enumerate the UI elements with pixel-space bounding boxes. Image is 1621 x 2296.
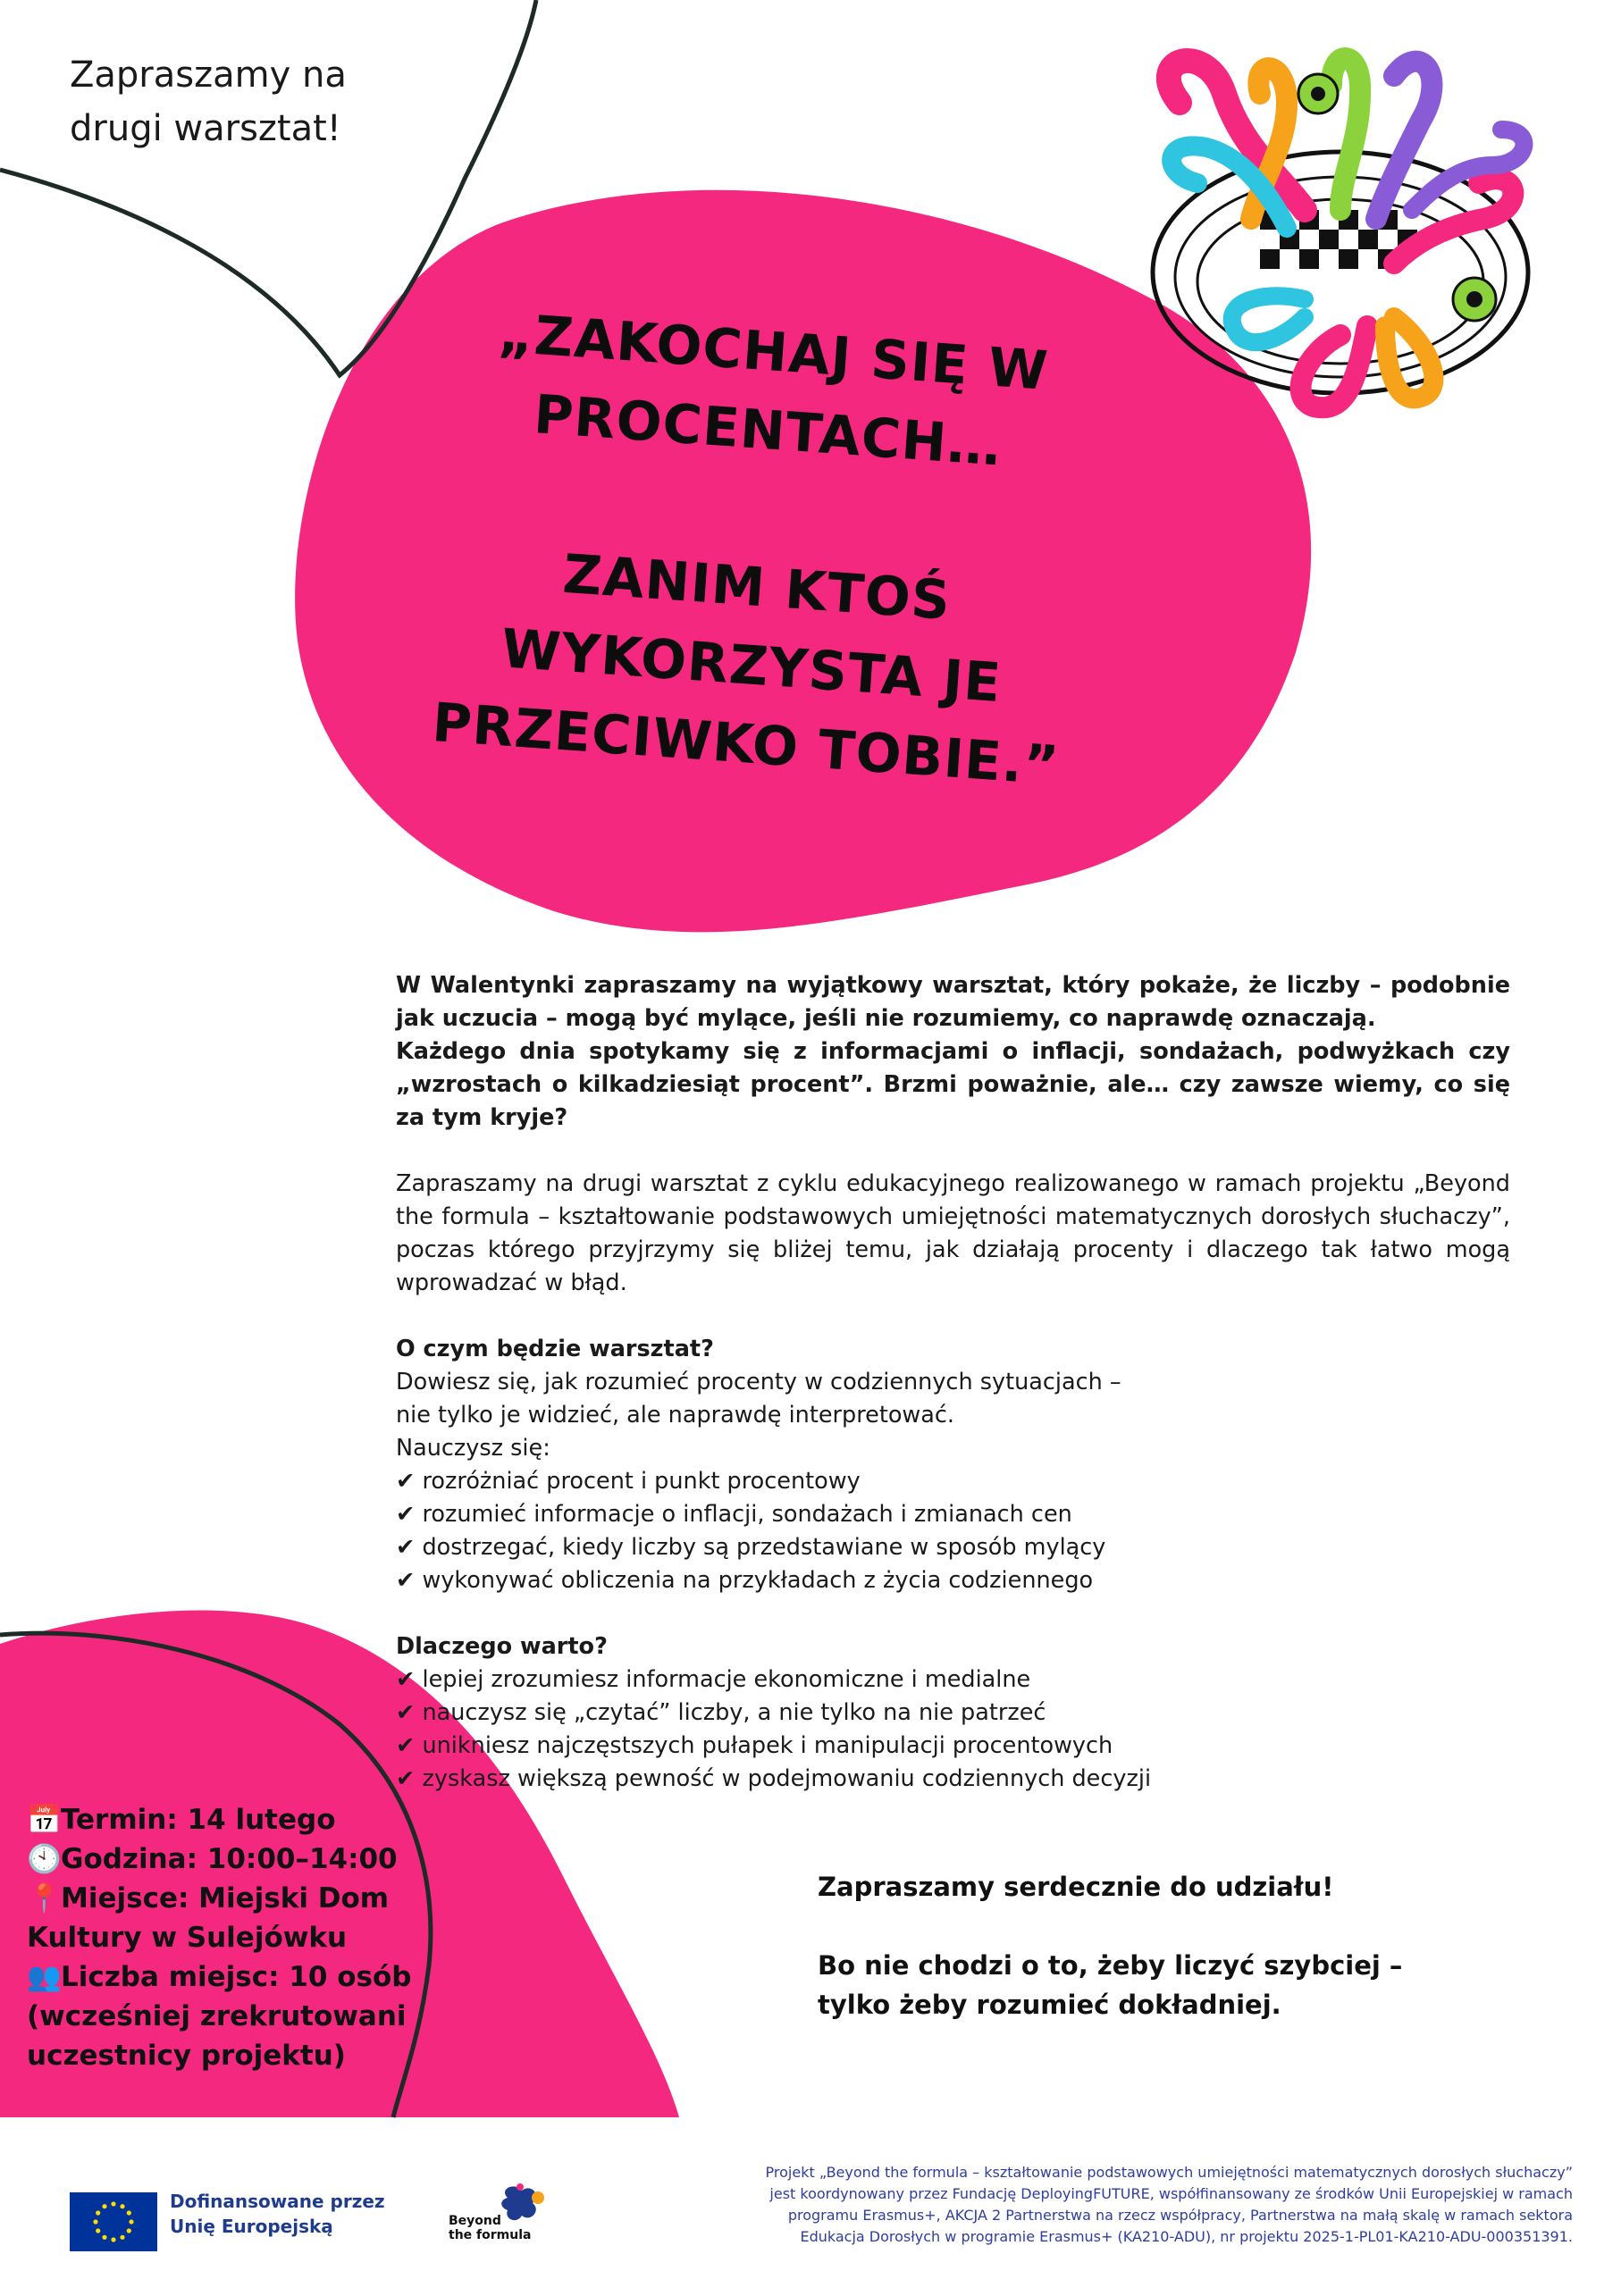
- project-funding-note: [585, 2162, 1573, 2248]
- announcement-line-2: drugi warsztat!: [70, 108, 341, 149]
- headline-line-1: „ZAKOCHAJ SIĘ W: [496, 302, 1051, 403]
- why-item-3: ✔ unikniesz najczęstszych pułapek i manipulacji procentowych: [396, 1730, 1510, 1763]
- headline-line-2: PROCENTACH…: [532, 383, 1004, 479]
- event-seats-line-2: (wcześniej zrekrutowani: [27, 2000, 407, 2032]
- closing-line-1: Bo nie chodzi o to, żeby liczyć szybciej –: [818, 1950, 1403, 1981]
- event-place: 📍Miejsce: Miejski Dom: [27, 1879, 420, 1918]
- headline-line-4: WYKORZYSTA JE: [499, 617, 1004, 716]
- note-line-2: jest koordynowany przez Fundację DeployingFUTURE, współfinansowany ze środków Unii Europejskiej w ramach: [769, 2185, 1573, 2202]
- closing-line-2: tylko żeby rozumieć dokładniej.: [818, 1990, 1281, 2020]
- logo-text: Beyond the formula: [449, 2214, 532, 2242]
- calendar-icon: 📅: [27, 1804, 62, 1836]
- people-icon: 👥: [27, 1961, 62, 1993]
- eu-label-line-1: Dofinansowane przez: [170, 2191, 385, 2212]
- closing-invite: Zapraszamy serdecznie do udziału!: [818, 1872, 1334, 1902]
- why-heading: Dlaczego warto?: [396, 1633, 608, 1660]
- intro-paragraph-2: Każdego dnia spotykamy się z informacjami o inflacji, sondażach, podwyżkach czy „wzrostach o kilkadziesiąt procent”. Brzmi poważnie, ale… czy zawsze wiemy, co się za tym kryje?: [396, 1038, 1510, 1131]
- intro-paragraph-1: W Walentynki zapraszamy na wyjątkowy warsztat, który pokaże, że liczby – podobnie jak uczucia – mogą być mylące, jeśli nie rozumiemy, co naprawdę oznaczają.: [396, 972, 1510, 1032]
- eu-funding-label: [170, 2189, 385, 2239]
- workshop-announcement: [70, 48, 347, 155]
- why-item-4: ✔ zyskasz większą pewność w podejmowaniu codziennych decyzji: [396, 1763, 1510, 1796]
- event-place-line-2: Kultury w Sulejówku: [27, 1922, 348, 1954]
- clock-icon: 🕙: [27, 1843, 62, 1875]
- pin-icon: 📍: [27, 1882, 62, 1915]
- note-line-4: Edukacja Dorosłych w programie Erasmus+ (KA210-ADU), nr projektu 2025-1-PL01-KA210-ADU-000351391.: [800, 2228, 1573, 2245]
- workshop-description: [396, 969, 1510, 1796]
- announcement-line-1: Zapraszamy na: [70, 54, 347, 96]
- about-line-3: Nauczysz się:: [396, 1435, 550, 1462]
- about-item-1: ✔ rozróżniać procent i punkt procentowy: [396, 1465, 1510, 1498]
- event-seats-line-3: uczestnicy projektu): [27, 2040, 346, 2072]
- about-heading: O czym będzie warsztat?: [396, 1336, 714, 1362]
- about-item-4: ✔ wykonywać obliczenia na przykładach z życia codziennego: [396, 1564, 1510, 1597]
- about-item-2: ✔ rozumieć informacje o inflacji, sondażach i zmianach cen: [396, 1498, 1510, 1531]
- project-paragraph: Zapraszamy na drugi warsztat z cyklu edukacyjnego realizowanego w ramach projektu „Beyond the formula – kształtowanie podstawowych umiejętności matematycznych dorosłych słuchaczy”, poczas którego przyjrzymy się bliżej temu, jak działają procenty i dlaczego tak łatwo mogą wprowadzać w błąd.: [396, 1170, 1510, 1296]
- why-item-1: ✔ lepiej zrozumiesz informacje ekonomiczne i medialne: [396, 1663, 1510, 1697]
- headline-line-3: ZANIM KTOŚ: [560, 542, 953, 633]
- about-item-3: ✔ dostrzegać, kiedy liczby są przedstawiane w sposób mylący: [396, 1531, 1510, 1564]
- closing-message: [818, 1867, 1533, 2024]
- eu-flag-icon: [70, 2192, 157, 2251]
- event-details: [27, 1800, 420, 2075]
- about-line-2: nie tylko je widzieć, ale naprawdę interpretować.: [396, 1402, 955, 1429]
- headline-line-5: PRZECIWKO TOBIE.”: [430, 691, 1062, 798]
- why-item-2: ✔ nauczysz się „czytać” liczby, a nie tylko na nie patrzeć: [396, 1697, 1510, 1730]
- event-time: 🕙Godzina: 10:00–14:00: [27, 1839, 420, 1879]
- note-line-1: Projekt „Beyond the formula – kształtowanie podstawowych umiejętności matematycznych dorosłych słuchaczy”: [765, 2164, 1573, 2181]
- event-seats: 👥Liczba miejsc: 10 osób: [27, 1957, 420, 1997]
- note-line-3: programu Erasmus+, AKCJA 2 Partnerstwa na rzecz współpracy, Partnerstwa na małą skalę w ramach sektora: [787, 2207, 1573, 2224]
- event-date: 📅Termin: 14 lutego: [27, 1800, 420, 1839]
- eu-label-line-2: Unię Europejską: [170, 2216, 333, 2237]
- headline-quote: [307, 282, 1213, 814]
- about-line-1: Dowiesz się, jak rozumieć procenty w codziennych sytuacjach –: [396, 1369, 1121, 1395]
